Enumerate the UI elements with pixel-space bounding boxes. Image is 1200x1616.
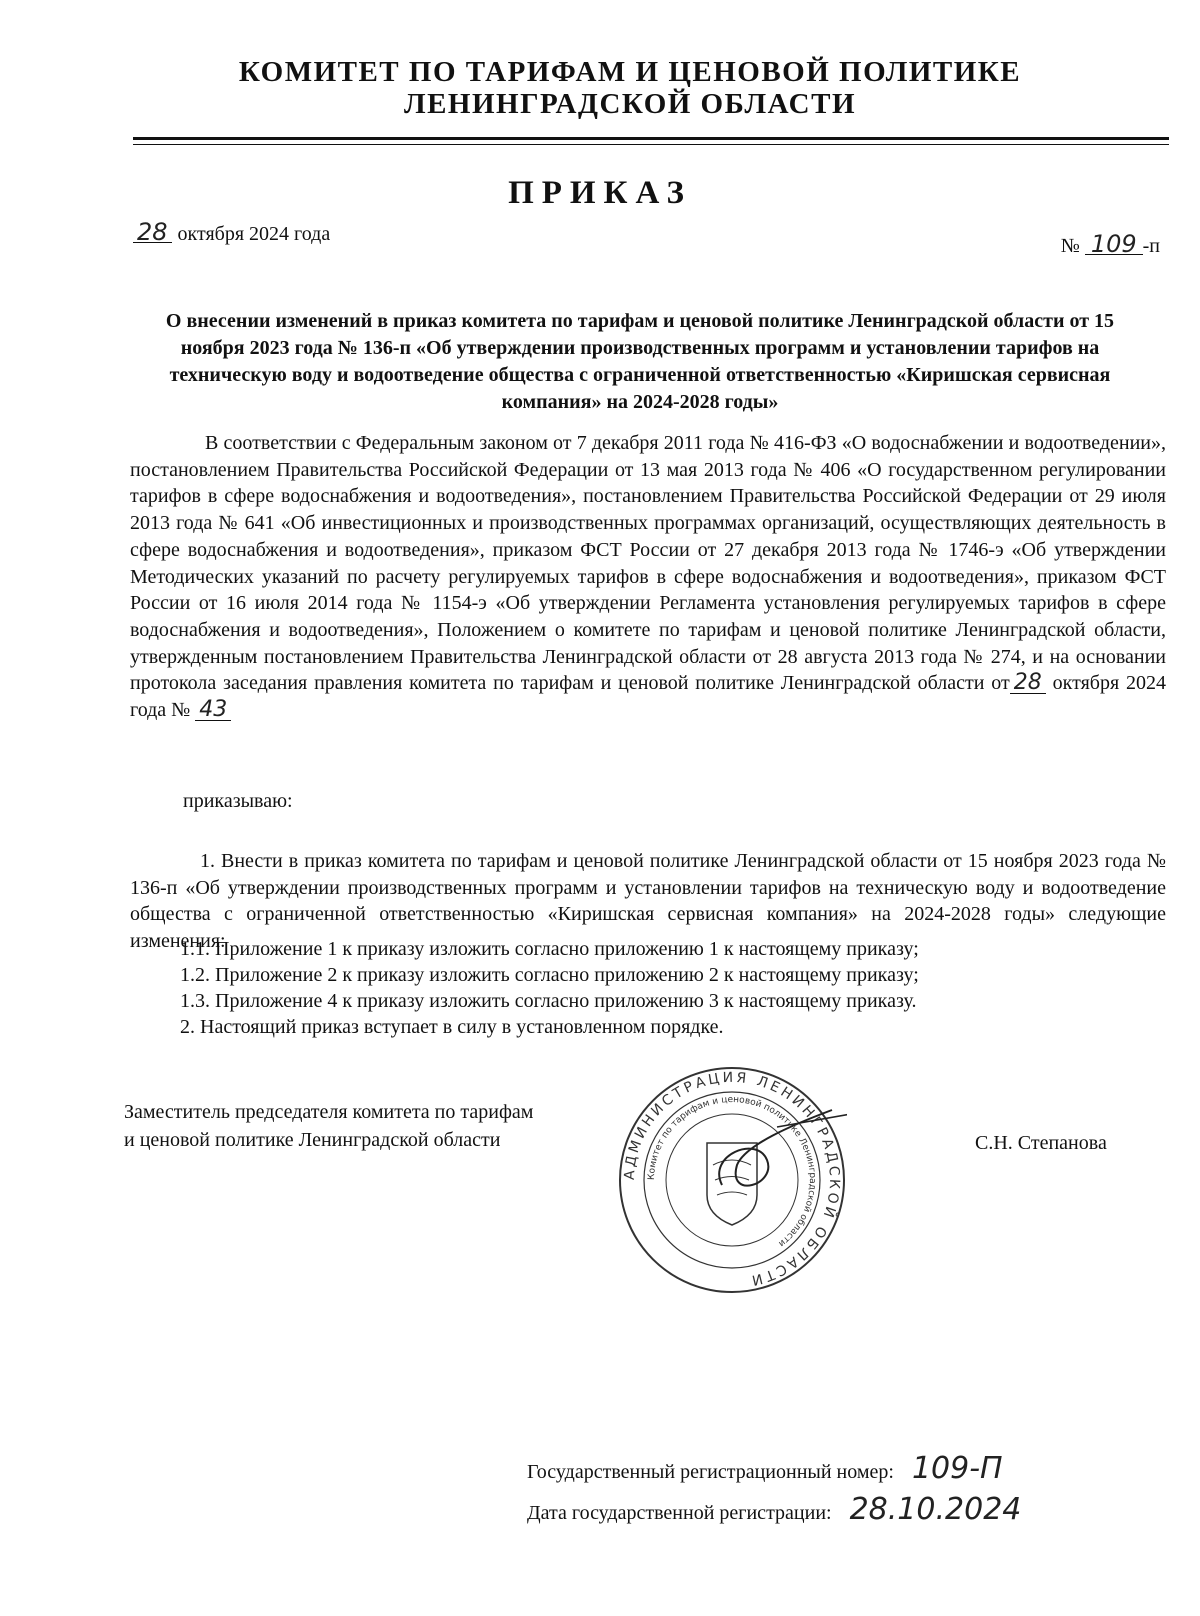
- signatory-title: [124, 1098, 533, 1154]
- order-word: приказываю:: [183, 790, 293, 812]
- protocol-date-rest: октября 2024 года №: [130, 672, 1167, 722]
- coat-of-arms-icon: [707, 1143, 757, 1225]
- signatory-title-line-2: и ценовой политике Ленинградской области: [124, 1129, 501, 1151]
- order-item-1-1: 1.1. Приложение 1 к приказу изложить согласно приложению 1 к настоящему приказу;: [180, 938, 919, 960]
- document-subject: О внесении изменений в приказ комитета по тарифам и ценовой политике Ленинградской области от 15 ноября 2023 года № 136-п «Об утверждении производственных программ и установлении тарифов на техническую воду и водоотведение общества с ограниченной ответственностью «Киришская сервисная компания» на 2024-2028 годы»: [165, 310, 1115, 413]
- document-date: [133, 218, 331, 246]
- date-rest: октября 2024 года: [177, 223, 331, 245]
- registration-date-value: 28.10.2024: [849, 1492, 1022, 1527]
- order-item-1: 1. Внести в приказ комитета по тарифам и ценовой политике Ленинградской области от 15 ноября 2023 года № 136-п «Об утверждении производственных программ и установлении тарифов на техническую воду и водоотведение общества с ограниченной ответственностью «Киришская сервисная компания» на 2024-2028 годы» следующие изменения:: [130, 850, 1166, 952]
- preamble-paragraph: [130, 430, 1166, 724]
- header-rule-thin: [133, 144, 1169, 145]
- handwritten-number: 109: [1085, 234, 1143, 255]
- preamble-text: В соответствии с Федеральным законом от 7 декабря 2011 года № 416-ФЗ «О водоснабжении и водоотведении», постановлением Правительства Российской Федерации от 13 мая 2013 года № 406 «О государственном регулировании тарифов в сфере водоснабжения и водоотведения», постановлением Правительства Российской Федерации от 29 июля 2013 года № 641 «Об инвестиционных и производственных программах организаций, осуществляющих деятельность в сфере водоснабжения и водоотведения», приказом ФСТ России от 27 декабря 2013 года № 1746-э «Об утверждении Методических указаний по расчету регулируемых тарифов в сфере водоснабжения и водоотведения», приказом ФСТ России от 16 июля 2014 года № 1154-э «Об утверждении Регламента установления регулируемых тарифов в сфере водоснабжения и водоотведения», Положением о комитете по тарифам и ценовой политике Ленинградской области, утвержденным постановлением Правительства Ленинградской области от 28 августа 2013 года № 274, и на основании протокола заседания правления комитета по тарифам и ценовой политике Ленинградской области от: [130, 432, 1166, 695]
- registration-number-row: [527, 1450, 1021, 1491]
- document-type-title: ПРИКАЗ: [508, 175, 692, 211]
- number-prefix: №: [1060, 235, 1080, 257]
- signatory-title-line-1: Заместитель председателя комитета по тарифам: [124, 1101, 534, 1123]
- order-item-1-2: 1.2. Приложение 2 к приказу изложить согласно приложению 2 к настоящему приказу;: [180, 964, 919, 986]
- org-line-1: КОМИТЕТ ПО ТАРИФАМ И ЦЕНОВОЙ ПОЛИТИКЕ: [238, 56, 1022, 88]
- order-item-1-3: 1.3. Приложение 4 к приказу изложить согласно приложению 3 к настоящему приказу.: [180, 990, 917, 1012]
- signatory-name: С.Н. Степанова: [975, 1132, 1107, 1154]
- seal-inner-text: Комитет по тарифам и ценовой политике Ленинградской области: [646, 1094, 818, 1249]
- org-line-2: ЛЕНИНГРАДСКОЙ ОБЛАСТИ: [403, 88, 857, 120]
- organization-header: [130, 56, 1130, 120]
- official-seal-stamp: [617, 1065, 847, 1295]
- document-number: [1060, 230, 1160, 258]
- registration-date-label: Дата государственной регистрации:: [527, 1502, 832, 1524]
- header-rule-thick: [133, 137, 1169, 140]
- registration-number-value: 109-П: [911, 1451, 1003, 1486]
- registration-block: [527, 1450, 1021, 1532]
- handwritten-protocol-day: 28: [1010, 673, 1046, 694]
- number-suffix: -п: [1142, 235, 1160, 257]
- registration-number-label: Государственный регистрационный номер:: [527, 1461, 894, 1483]
- handwritten-protocol-number: 43: [195, 700, 231, 721]
- order-item-2: 2. Настоящий приказ вступает в силу в установленном порядке.: [180, 1016, 724, 1038]
- registration-date-row: [527, 1491, 1021, 1532]
- seal-outer-text: АДМИНИСТРАЦИЯ ЛЕНИНГРАДСКОЙ ОБЛАСТИ: [621, 1069, 843, 1289]
- handwritten-day: 28: [133, 222, 172, 243]
